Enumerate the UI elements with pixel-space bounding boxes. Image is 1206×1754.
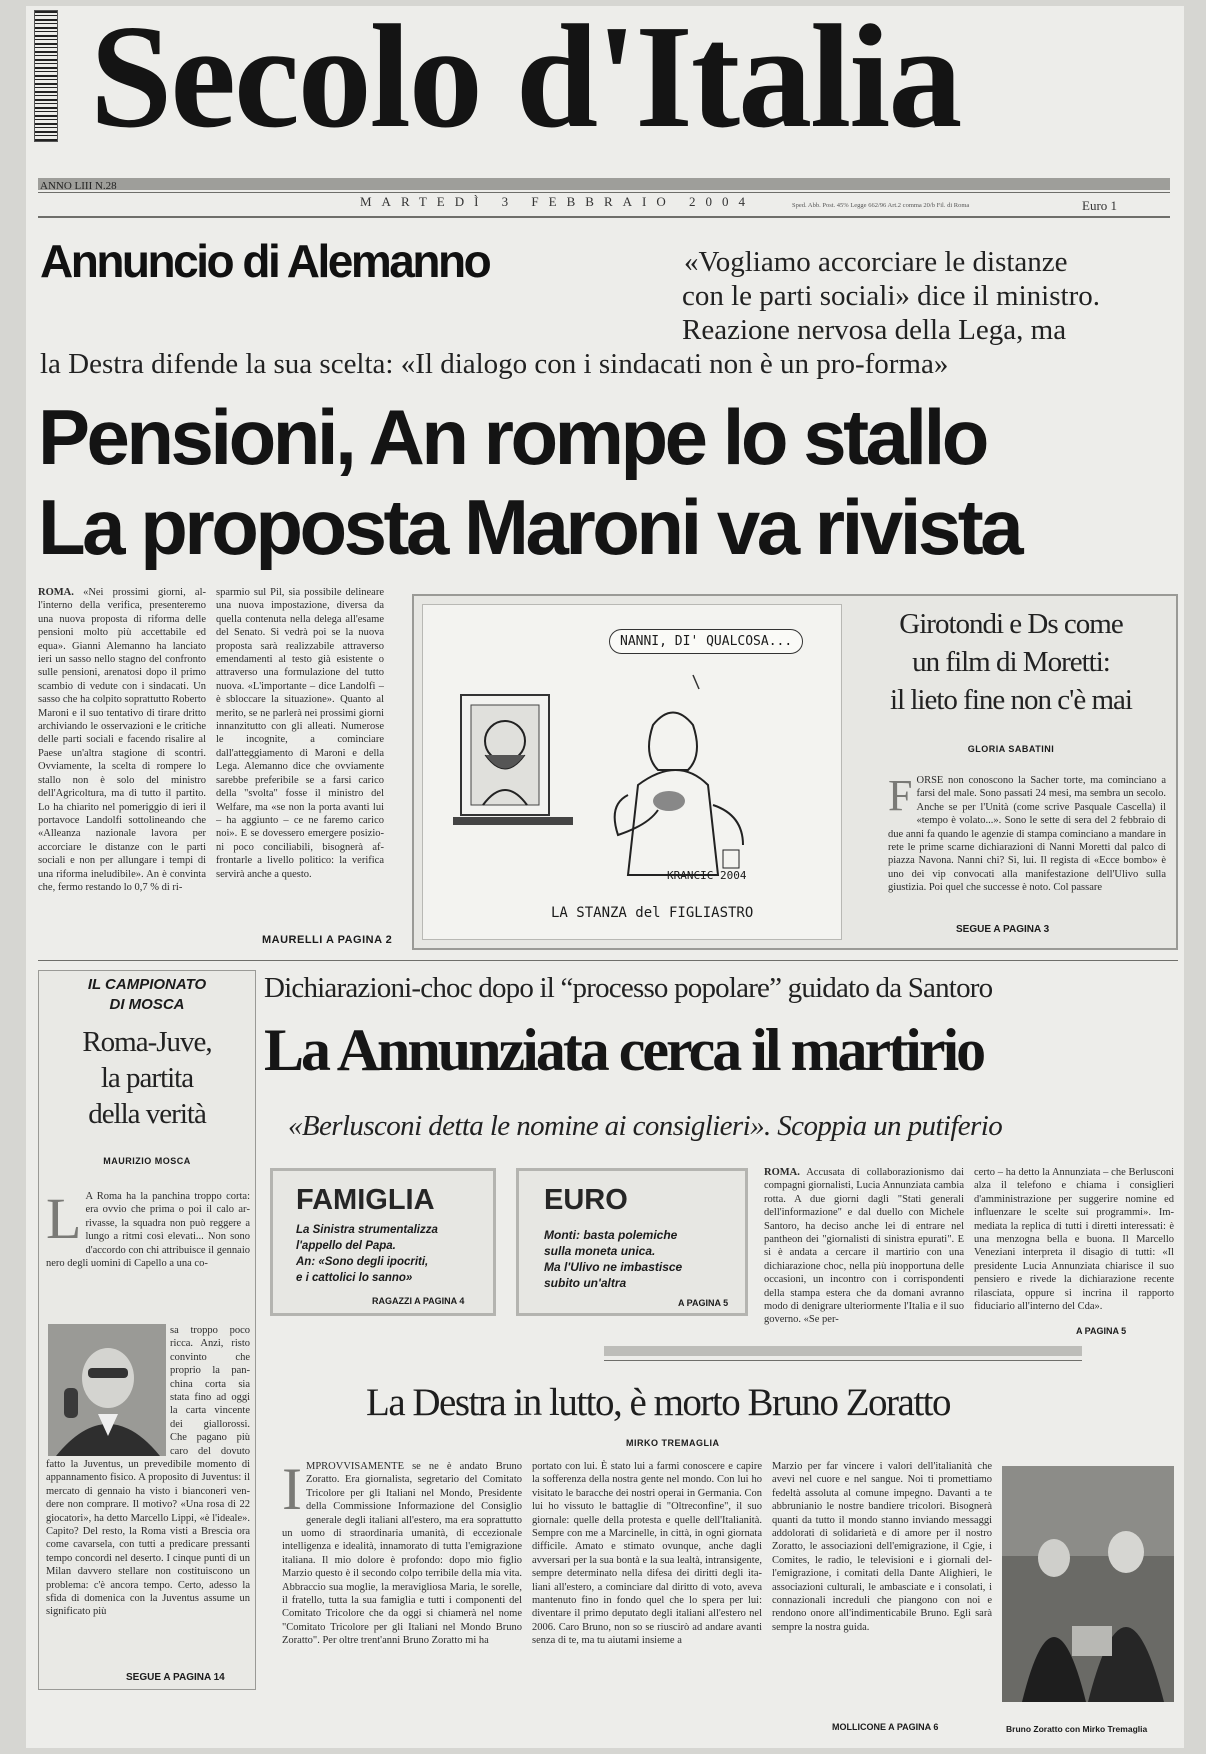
lead-deck-1: «Vogliamo accorciare le distanze: [684, 246, 1068, 278]
campionato-title-3: della verità: [88, 1098, 206, 1130]
price: Euro 1: [1082, 198, 1118, 213]
moretti-byline: GLORIA SABATINI: [967, 744, 1055, 754]
postal-info: Sped. Abb. Post. 45% Legge 662/96 Art.2 comma 20/b Fil. di Roma: [792, 202, 970, 209]
zoratto-photo-drawing: [1002, 1466, 1174, 1702]
zoratto-photo: [1002, 1466, 1174, 1702]
campionato-initial: L: [46, 1190, 82, 1251]
campionato-kicker-2: DI MOSCA: [109, 996, 185, 1013]
rai-overline: Dichiarazioni-choc dopo il “processo popolare” guidato da Santoro: [264, 972, 993, 1004]
issue-number: ANNO LIII N.28: [40, 180, 117, 192]
newspaper-page: [26, 0, 1184, 1748]
cartoon: [422, 604, 842, 940]
famiglia-title: FAMIGLIA: [296, 1184, 435, 1216]
campionato-kicker-1: IL CAMPIONATO: [87, 976, 207, 993]
lead-deck-3: Reazione nervosa della Lega, ma: [682, 314, 1067, 346]
mosca-portrait: [48, 1324, 166, 1456]
euro-jump: A PAGINA 5: [678, 1298, 729, 1308]
lead-headline-1: Pensioni, An rompe lo stallo: [38, 393, 986, 481]
famiglia-jump: RAGAZZI A PAGINA 4: [372, 1296, 465, 1306]
euro-line-1: Monti: basta polemiche: [544, 1228, 678, 1242]
cartoon-bubble: NANNI, DI' QUALCOSA...: [609, 629, 803, 654]
campionato-body-1: L A Roma ha la panchina troppo corta: era ovvio che prima o poi il calo arrivasse, la squadra non può reggere a lungo a ritmi così elevati... Non sono d'accordo con chi attribuisce il gennaio nero degli uomini di Capello a una co-: [46, 1190, 250, 1270]
famiglia-line-2: l'appello del Papa.: [296, 1240, 396, 1252]
famiglia-line-3: An: «Sono degli ipocriti,: [296, 1256, 429, 1268]
rai-jump: A PAGINA 5: [1076, 1326, 1127, 1336]
zoratto-headline: La Destra in lutto, è morto Bruno Zoratto: [366, 1381, 951, 1424]
campionato-title-2: la partita: [100, 1062, 194, 1094]
cartoon-caption: LA STANZA del FIGLIASTRO: [551, 905, 754, 921]
moretti-jump: SEGUE A PAGINA 3: [956, 924, 1050, 935]
campionato-body-2: sa troppo poco ricca. Anzi, risto convinto che proprio la panchina corta sia stata fino ad oggi la carta vincente dei giallorossi. Che pagano più caro del dovuto: [170, 1325, 250, 1457]
moretti-title-2: un film di Moretti:: [912, 646, 1110, 678]
lead-deck-2: con le parti sociali» dice il ministro.: [682, 280, 1100, 312]
zoratto-initial: I: [282, 1460, 302, 1522]
cartoon-signature: KRANCIC 2004: [667, 869, 747, 882]
lead-jump: MAURELLI A PAGINA 2: [262, 934, 393, 946]
zoratto-byline: MIRKO TREMAGLIA: [626, 1438, 720, 1448]
moretti-title-3: il lieto fine non c'è mai: [890, 684, 1132, 716]
zoratto-column-3: Marzio per far vincere i valori dell'italianità che avevi nel cuore e nel sangue. Noi ti promettiamo fedeltà assoluta al comune impegno. Davanti a te abbrunianio le nostre bandiere tricolori. Bisognerà quanti da tutto il mondo stanno inviando messaggi addolorati di solidarietà e di amore per il nostro Zoratto, le associazioni dell'emigrazione, il Cgie, i Comites, le radio, le televisioni e i giornali dell'emigrazione, i comitati della Dante Alighieri, le associazioni culturali, le ambasciate e i consolati, i connazionali increduli che piangono con noi e rendono onore all'indimenticabile Bruno. Egli sarà sempre la nostra guida.: [772, 1461, 992, 1633]
moretti-title-1: Girotondi e Ds come: [899, 608, 1123, 640]
campionato-body-3: fatto la Juventus, un prevedibile momento di appannamento fisico. A proposito di Juventus: il mercato di gennaio ha visto i bianconeri vendere non comprare. Il motivo? «Una rosa di 22 giocatori», ha detto Marcello Lippi, «è l'ideale». Capito? Del resto, la Roma visti a Brescia ora come cavarsela, con tutti a predicare pressanti tempo concordi nel deserto. I cinque punti di un Milan davvero stellare non costituiscono un problema: c'è ancora tempo. Certo, adesso la sfida di domenica con la Juventus assume un significato più: [46, 1459, 250, 1618]
campionato-title-1: Roma-Juve,: [82, 1026, 212, 1058]
moretti-initial: F: [888, 774, 913, 820]
campionato-jump: SEGUE A PAGINA 14: [126, 1672, 225, 1683]
euro-title: EURO: [544, 1184, 628, 1216]
euro-line-2: sulla moneta unica.: [544, 1244, 656, 1258]
cartoon-drawing: [423, 605, 843, 941]
zoratto-jump: MOLLICONE A PAGINA 6: [832, 1722, 939, 1732]
zoratto-column-2: portato con lui. È stato lui a farmi conoscere e capire la sofferenza della nostra gente nel mondo. Con lui ho visitato le baracche dei nostri operai in Germania. Con lui ho vissuto le battaglie di "Oltreconfine", il suo giornale: quelle della protesta e quelle dell'Italianità. Sempre con me a Marcinelle, in città, in ogni giornata difficile. Amato e stimato ovunque, anche dagli avversari per la sua bontà e la sua lealtà, intransigente, sempre determinato nella difesa dei diritti degli italiani all'estero, a cominciare dal diritto di voto, aveva mantenuto fino in fondo quel che lo spera per lui: diventare il primo deputato degli italiani all'estero nel 2006. Caro Bruno, non so se riuscirò ad andare avanti senza di te, ma tu aiutami insieme a: [532, 1461, 762, 1647]
lead-column-2: sparmio sul Pil, sia possibile delineare una nuova impostazione, diversa da quella contenuta nella delega all'esame del Senato. Si vedrà poi se la nuova proposta sarà realizzabile attraverso emendamenti al testo già esistente o attraverso una formulazione del tutto nuova. «L'importante – dice Landolfi – è sbloccare la situazione». Quanto al merito, se ne parlerà nei prossimi giorni innanzitutto con gli alleati. Numerose le incognite, a cominciare dall'atteggiamento di Maroni e della Lega. Alemanno dice che ovviamente sarebbe preferibile se a farsi carico della "svolta" fosse il ministro del Welfare, ma «se non la porta avanti lui – ha aggiunto – ce ne faremo carico noi». E se dovessero emergere posizioni poco conciliabili, bisognerà affrontarle a livello politico: la verifica servirà anche a questo.: [216, 587, 384, 880]
mosca-photo: [48, 1324, 166, 1456]
rai-column-1: ROMA. Accusata di collaborazionismo dai compagni giornalisti, Lucia Annunziata cambia rotta. A due giorni dagli "Stati generali dell'informazione" e dal duello con Michele Santoro, ha deciso anche lei di entrare nel pantheon dei "giornalisti di sinistra epurati". E si è andata a cercare il martirio con una dichiarazione choc, nella più inopportuna delle occasioni, un incontro con i corrispondenti della stampa estera che da domani avranno modo di denigrare ulteriormente l'Italia e il suo governo. «Se per-: [764, 1167, 964, 1326]
famiglia-line-1: La Sinistra strumentalizza: [296, 1224, 438, 1236]
lead-deck-4: la Destra difende la sua scelta: «Il dialogo con i sindacati non è un pro-forma»: [40, 348, 949, 380]
masthead-title: Secolo d'Italia: [90, 0, 961, 159]
lead-kicker: Annuncio di Alemanno: [40, 235, 490, 287]
lead-column-1: ROMA. «Nei prossimi giorni, all'interno della verifica, presenteremo una nuova proposta di riforma delle pensioni molto più accettabile ed equa». Gianni Alemanno ha lanciato ieri un sasso nello stagno del confronto sulle pensioni, arenatosi dopo il primo scambio di vedute con i sindacati. Un sasso che ha colpito soprattutto Roberto Maroni e il suo tentativo di tirare dritto archiviando le osservazioni e le critiche delle parti sociali e facendo risalire al Paese un'altra stagione di scontri. Ovviamente, la scelta di rompere lo stallo non è solo del ministro dell'Agricoltura, ma di tutto il partito. Lo ha chiarito nel pomeriggio di ieri il portavoce Landolfi sottolineando che «Alleanza nazionale lavora per accorciare le distanze con le parti sociali e non per allungare i tempi di una riforma ineludibile». An è convinta che, fermo restando lo 0,7 % di ri-: [38, 587, 206, 893]
rai-deck: «Berlusconi detta le nomine ai consiglieri». Scoppia un putiferio: [288, 1110, 1003, 1142]
moretti-body: FORSE non conoscono la Sacher torte, ma cominciano a farsi del male. Sono passati 24 mesi, ma sembra un secolo. Anche se per l'Unità (come scrive Pasquale Cascella) il «tempo è volato...». Sono le sette di sera del 2 febbraio di due anni fa quando le agenzie di stampa cominciano a mandare in rete le prime scarne dichiarazioni di Nanni Moretti dal palco di piazza Navona. Nanni chi? Sì, lui. Il regista di «Ecce bombo» è uno dei vip convocati alla manifestazione dell'Ulivo sulla giustizia. Poi quel che successe è noto. Col passare: [888, 774, 1166, 894]
zoratto-photo-caption: Bruno Zoratto con Mirko Tremaglia: [1006, 1724, 1148, 1734]
euro-line-4: subito un'altra: [544, 1276, 627, 1290]
euro-line-3: Ma l'Ulivo ne imbastisce: [544, 1260, 683, 1274]
lead-headline-2: La proposta Maroni va rivista: [38, 483, 1021, 571]
issue-date: MARTEDÌ 3 FEBBRAIO 2004: [360, 194, 755, 209]
rai-column-2: certo – ha detto la Annunziata – che Berlusconi alza il telefono e chiama i consiglieri d'amministrazione per suggerire nomine ed influenzare le scelte sui programmi». Immediata la replica di tutti i diretti interessati: è una menzogna bella e buona. Il Marcello Veneziani interpreta il disagio di tutti: «Il presidente Lucia Annunziata chiarisce il suo pensiero e rivede la dichiarazione recente rilasciata, oppure si incrina il rapporto fiduciario all'interno del Cda».: [974, 1167, 1174, 1313]
campionato-byline: MAURIZIO MOSCA: [103, 1156, 191, 1166]
barcode: [34, 10, 58, 142]
zoratto-column-1: IMPROVVISAMENTE se ne è andato Bruno Zoratto. Era giornalista, segretario del Comitato Tricolore per gli Italiani nel Mondo, Presidente della Commissione Informazione del Consiglio generale degli italiani all'estero, ma era soprattutto un uomo di straordinaria umanità, di eccezionale intelligenza e idealità, innamorato di tutta l'emigrazione italiana. Il mio dolore è profondo: dopo mio figlio Marzio questo è il secondo colpo terribile della mia vita. Abbraccio sua moglie, la meravigliosa Maria, le sorelle, il fratello, tutta la sua famiglia e tutti i componenti del Comitato Tricolore che da oggi si chiamerà nel nome "Comitato Tricolore per gli Italiani nel Mondo Bruno Zoratto". Per oltre trent'anni Bruno Zoratto mi ha: [282, 1460, 522, 1647]
rai-headline: La Annunziata cerca il martirio: [264, 1017, 984, 1083]
famiglia-line-4: e i cattolici lo sanno»: [296, 1272, 413, 1284]
